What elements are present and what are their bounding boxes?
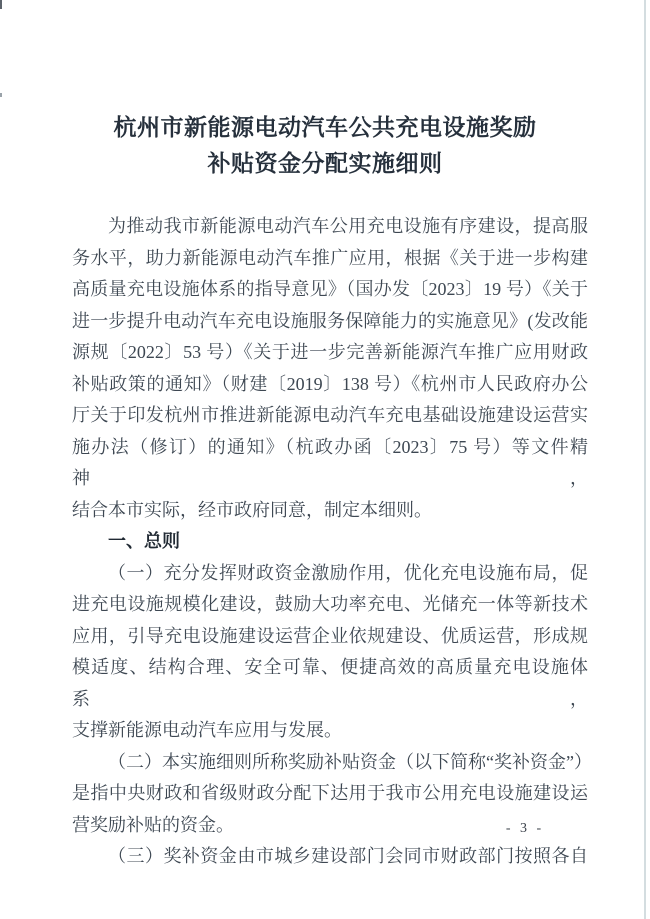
body-line: 为推动我市新能源电动汽车公用充电设施有序建设，提高服	[108, 216, 588, 236]
body-line: 补贴政策的通知》（财建〔2019〕138 号）《杭州市人民政府办公	[72, 373, 588, 394]
body-line: 施办法（修订）的通知》（杭政办函〔2023〕75 号）等文件精神，	[72, 436, 588, 488]
body-line: 支撑新能源电动汽车应用与发展。	[72, 720, 342, 740]
body-line: （二）本实施细则所称奖励补贴资金（以下简称“奖补资金”）	[108, 751, 592, 772]
body-line: 结合本市实际，经市政府同意，制定本细则。	[72, 499, 432, 520]
body-line: （一）充分发挥财政资金激励作用，优化充电设施布局，促	[108, 562, 588, 583]
document-title	[0, 110, 650, 182]
section-heading: 一、总则	[108, 531, 180, 551]
body-line: （三）奖补资金由市城乡建设部门会同市财政部门按照各自	[108, 846, 588, 866]
body-line: 营奖励补贴的资金。	[72, 814, 234, 835]
body-line: 源规〔2022〕53 号）《关于进一步完善新能源汽车推广应用财政	[72, 342, 588, 362]
body-line: 是指中央财政和省级财政分配下达用于我市公用充电设施建设运	[72, 783, 588, 803]
body-line: 进充电设施规模化建设，鼓励大功率充电、光储充一体等新技术	[72, 594, 588, 614]
body-line: 模适度、结构合理、安全可靠、便捷高效的高质量充电设施体系，	[72, 657, 588, 709]
scan-corner-artifact	[0, 0, 2, 9]
scan-edge-artifact	[0, 93, 2, 97]
body-line: 厅关于印发杭州市推进新能源电动汽车充电基础设施建设运营实	[72, 405, 588, 425]
body-line: 务水平，助力新能源电动汽车推广应用，根据《关于进一步构建	[72, 247, 588, 268]
body-line: 进一步提升电动汽车充电设施服务保障能力的实施意见》(发改能	[72, 310, 588, 331]
body-line: 应用，引导充电设施建设运营企业依规建设、优质运营，形成规	[72, 625, 588, 646]
document-title-line-1: 杭州市新能源电动汽车公共充电设施奖励	[113, 115, 537, 140]
body-line: 高质量充电设施体系的指导意见》（国办发〔2023〕19 号）《关于	[72, 279, 588, 299]
document-title-line-2: 补贴资金分配实施细则	[207, 151, 443, 176]
page-number: - 3 -	[505, 821, 545, 836]
document-body	[72, 211, 592, 873]
